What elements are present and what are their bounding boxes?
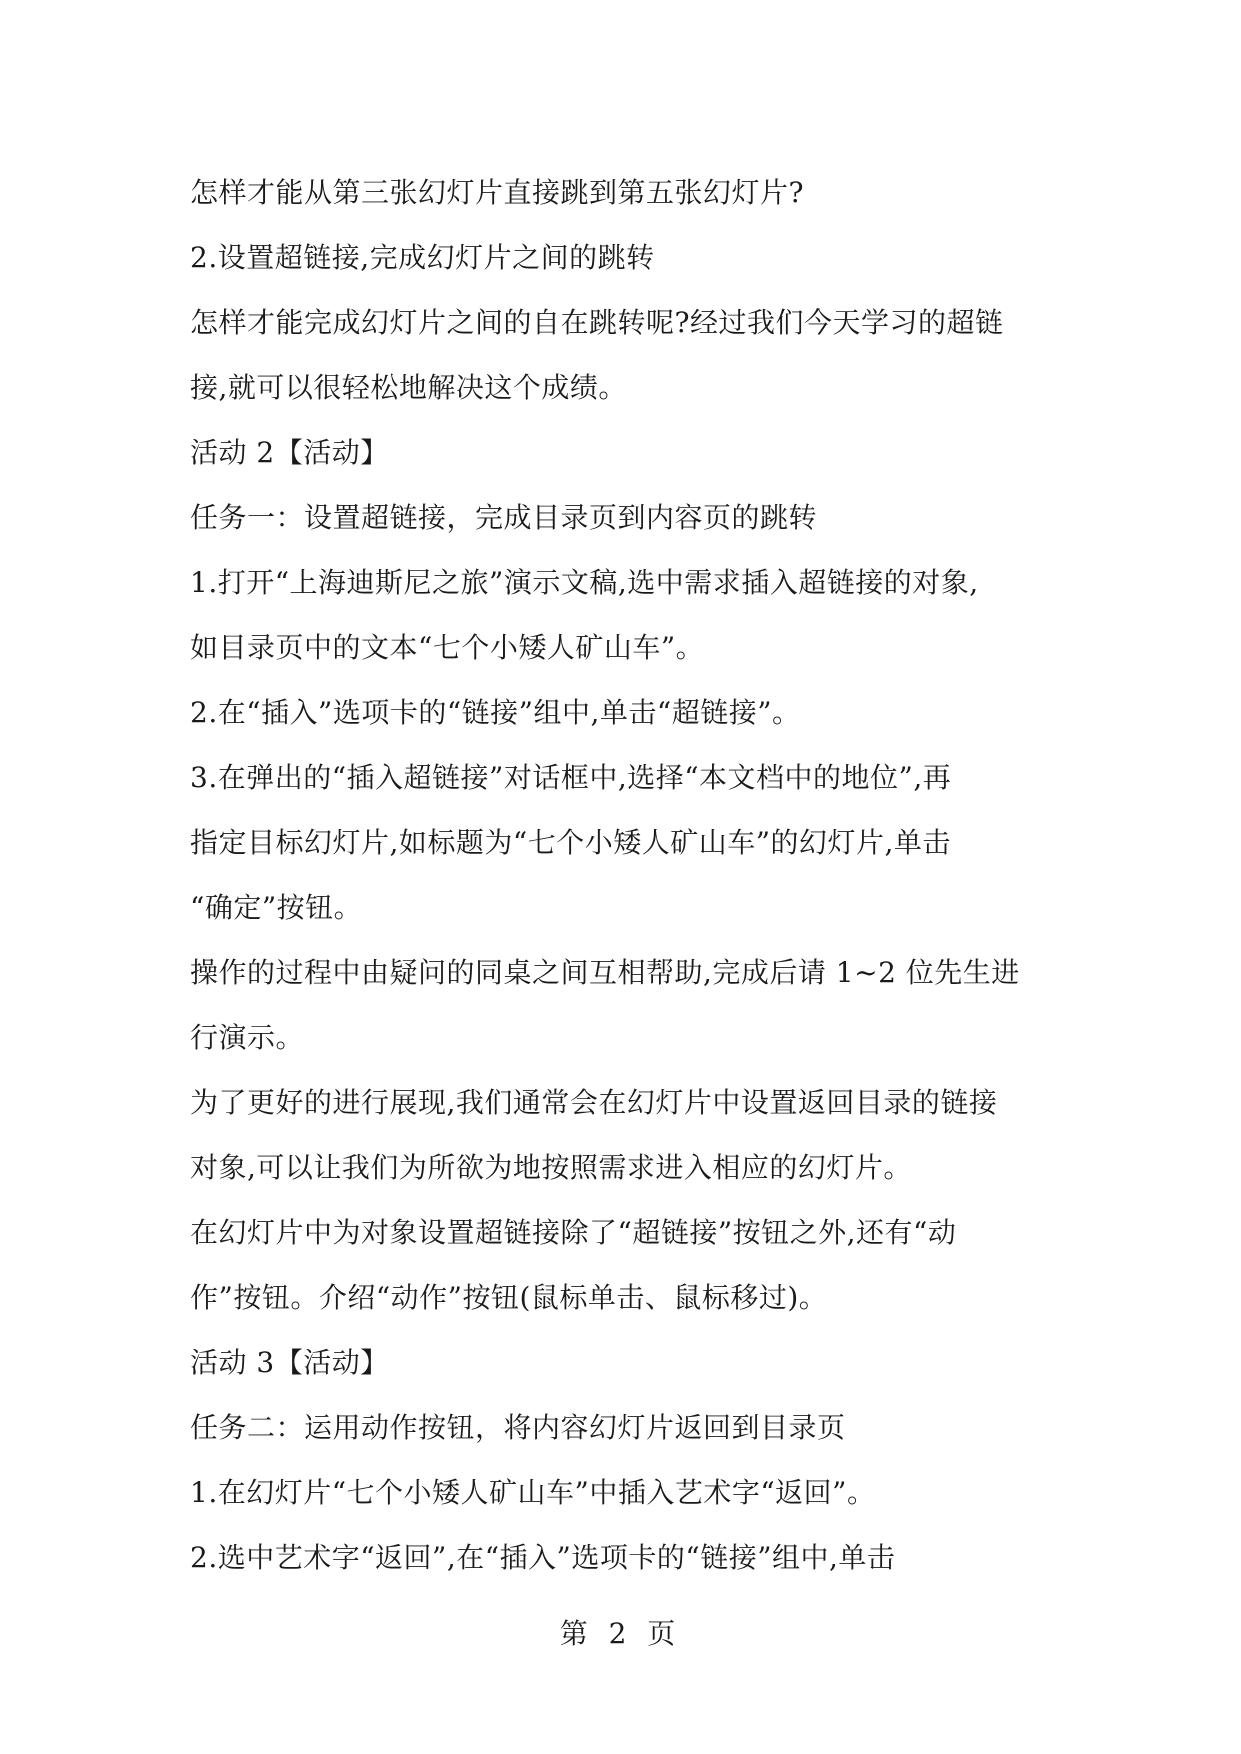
text-line: 作”按钮。介绍“动作”按钮(鼠标单击、鼠标移过)。 [190,1281,828,1314]
activity-heading: 活动 2【活动】 [190,436,389,469]
text-line: 如目录页中的文本“七个小矮人矿山车”。 [190,631,705,664]
text-line: 怎样才能从第三张幻灯片直接跳到第五张幻灯片? [190,176,805,209]
text-line: 1.在幻灯片“七个小矮人矿山车”中插入艺术字“返回”。 [190,1476,876,1509]
text-line: 3.在弹出的“插入超链接”对话框中,选择“本文档中的地位”,再 [190,761,952,794]
text-line: 操作的过程中由疑问的同桌之间互相帮助,完成后请 1~2 位先生进 [190,956,1020,989]
activity-heading: 活动 3【活动】 [190,1346,389,1379]
text-line: 对象,可以让我们为所欲为地按照需求进入相应的幻灯片。 [190,1151,912,1184]
page-number: 第 2 页 [559,1617,682,1650]
text-line: 2.选中艺术字“返回”,在“插入”选项卡的“链接”组中,单击 [190,1541,896,1574]
body-text [190,160,1070,1590]
text-line: 为了更好的进行展现,我们通常会在幻灯片中设置返回目录的链接 [190,1086,998,1119]
text-line: 接,就可以很轻松地解决这个成绩。 [190,371,627,404]
text-line: 行演示。 [190,1021,305,1054]
text-line: 指定目标幻灯片,如标题为“七个小矮人矿山车”的幻灯片,单击 [190,826,951,859]
text-line: “确定”按钮。 [190,891,363,924]
text-line: 2.设置超链接,完成幻灯片之间的跳转 [190,241,655,274]
text-line: 1.打开“上海迪斯尼之旅”演示文稿,选中需求插入超链接的对象, [190,566,979,599]
task-heading: 任务二：运用动作按钮，将内容幻灯片返回到目录页 [190,1411,846,1444]
task-heading: 任务一：设置超链接，完成目录页到内容页的跳转 [190,501,818,534]
text-line: 在幻灯片中为对象设置超链接除了“超链接”按钮之外,还有“动 [190,1216,957,1249]
text-line: 2.在“插入”选项卡的“链接”组中,单击“超链接”。 [190,696,801,729]
text-line: 怎样才能完成幻灯片之间的自在跳转呢?经过我们今天学习的超链 [190,306,1004,339]
